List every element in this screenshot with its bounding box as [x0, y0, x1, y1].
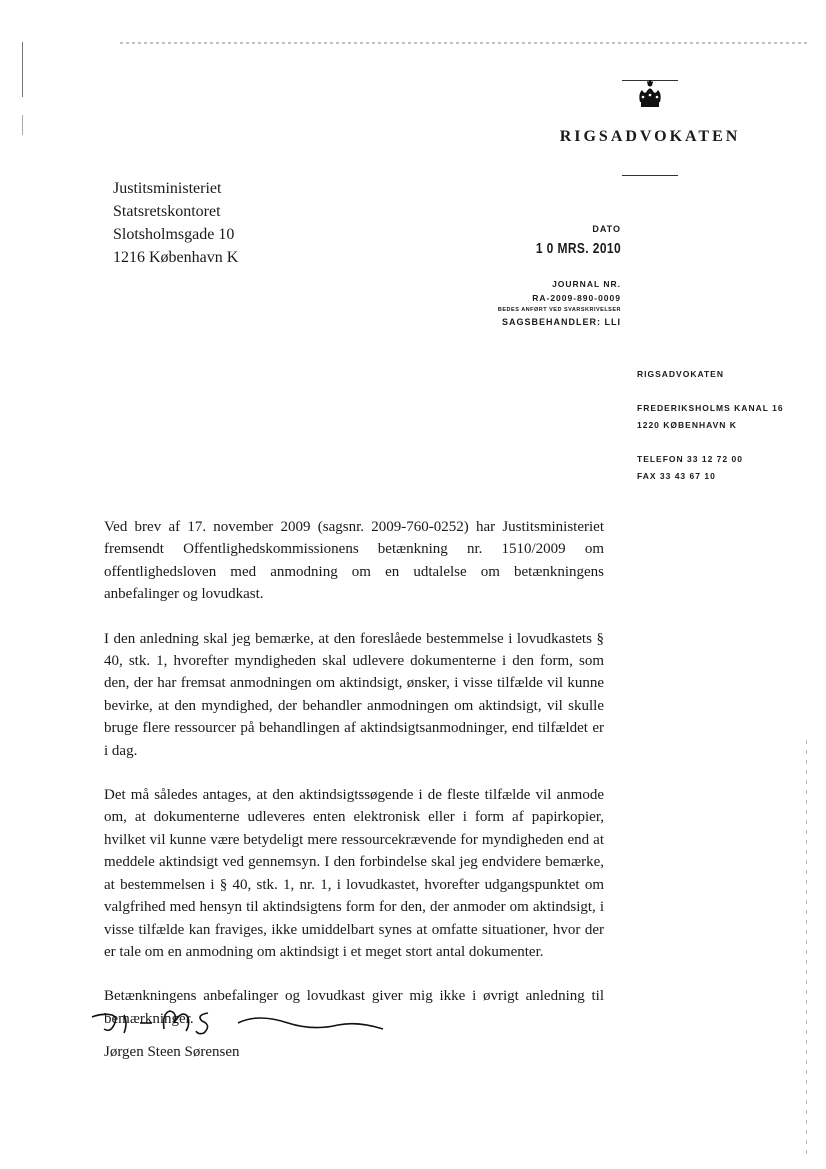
scan-artifact-right [806, 740, 807, 1160]
body-paragraph: Det må således antages, at den aktindsigtssøgende i de fleste tilfælde vil anmode om, at dokumenterne udleveres enten elektronisk eller i form af papirkopier, hvilket vil kunne være betydeligt mere ressourcekrævende for myndigheden end at meddele aktindsigt ved gennemsyn. I den forbindelse skal jeg endvidere bemærke, at bestemmelsen i § 40, stk. 1, nr. 1, i lovudkastet, hvorefter udgangspunktet om valgfrihed med hensyn til aktindsigtens form for den, der anmoder om aktindsigt, i visse tilfælde kan fraviges, ikke umiddelbart synes at omfatte situationer, hvor der er tale om en anmodning om aktindsigt i et meget stort antal dokumenter. [104, 787, 604, 960]
scan-artifact-left-lower [22, 115, 23, 135]
scan-artifact-left [22, 42, 23, 97]
date-label: DATO [592, 224, 621, 234]
journal-number: RA-2009-890-0009 [532, 293, 621, 303]
scan-artifact-top [120, 42, 810, 44]
sender-city: 1220 KØBENHAVN K [637, 420, 737, 430]
recipient-line: Justitsministeriet [113, 180, 222, 197]
letterhead-title: RIGSADVOKATEN [559, 128, 741, 145]
body-paragraph: Ved brev af 17. november 2009 (sagsnr. 2009-760-0252) har Justitsministeriet fremsendt Offentlighedskommissionens betænkning nr. 1510/2009 om offentlighedsloven med anmodning om en udtalelse om betænkningens anbefalinger og lovudkast. [104, 519, 604, 603]
sender-name: RIGSADVOKATEN [637, 369, 724, 379]
sender-street: FREDERIKSHOLMS KANAL 16 [637, 403, 784, 413]
crown-icon [630, 76, 670, 116]
reference-note: BEDES ANFØRT VED SVARSKRIVELSER [497, 307, 621, 313]
recipient-line: Statsretskontoret [113, 203, 221, 220]
body-paragraph: I den anledning skal jeg bemærke, at den foreslåede bestemmelse i lovudkastets § 40, stk. 1, hvorefter myndigheden skal udlevere dokumenterne i den form, som den, der har fremsat anmodningen om aktindsigt, ønsker, i visse tilfælde vil kunne bevirke, at den myndighed, der behandler anmodningen om aktindsigt, vil skulle bruge flere ressourcer på behandlingen af aktindsigtsanmodninger, end tilfældet er i dag. [104, 630, 604, 759]
letter-meta [498, 224, 621, 327]
date-stamp: 1 0 MRS. 2010 [535, 240, 621, 257]
journal-label: JOURNAL NR. [552, 279, 621, 289]
recipient-line: 1216 København K [113, 249, 239, 266]
handwritten-signature-icon [88, 1003, 388, 1041]
letterhead-logo [555, 76, 745, 116]
letter-body [104, 516, 604, 1052]
body-paragraph: Betænkningens anbefalinger og lovudkast giver mig ikke i øvrigt anledning til bemærkninger. [104, 988, 604, 1027]
sender-address [637, 366, 784, 485]
sender-phone: TELEFON 33 12 72 00 [637, 454, 743, 464]
recipient-address [113, 177, 238, 269]
logo-rule-bottom [622, 175, 678, 176]
signer-name: Jørgen Steen Sørensen [104, 1044, 240, 1060]
sender-fax: FAX 33 43 67 10 [637, 471, 716, 481]
case-handler: SAGSBEHANDLER: LLI [502, 317, 621, 327]
recipient-line: Slotsholmsgade 10 [113, 226, 235, 243]
